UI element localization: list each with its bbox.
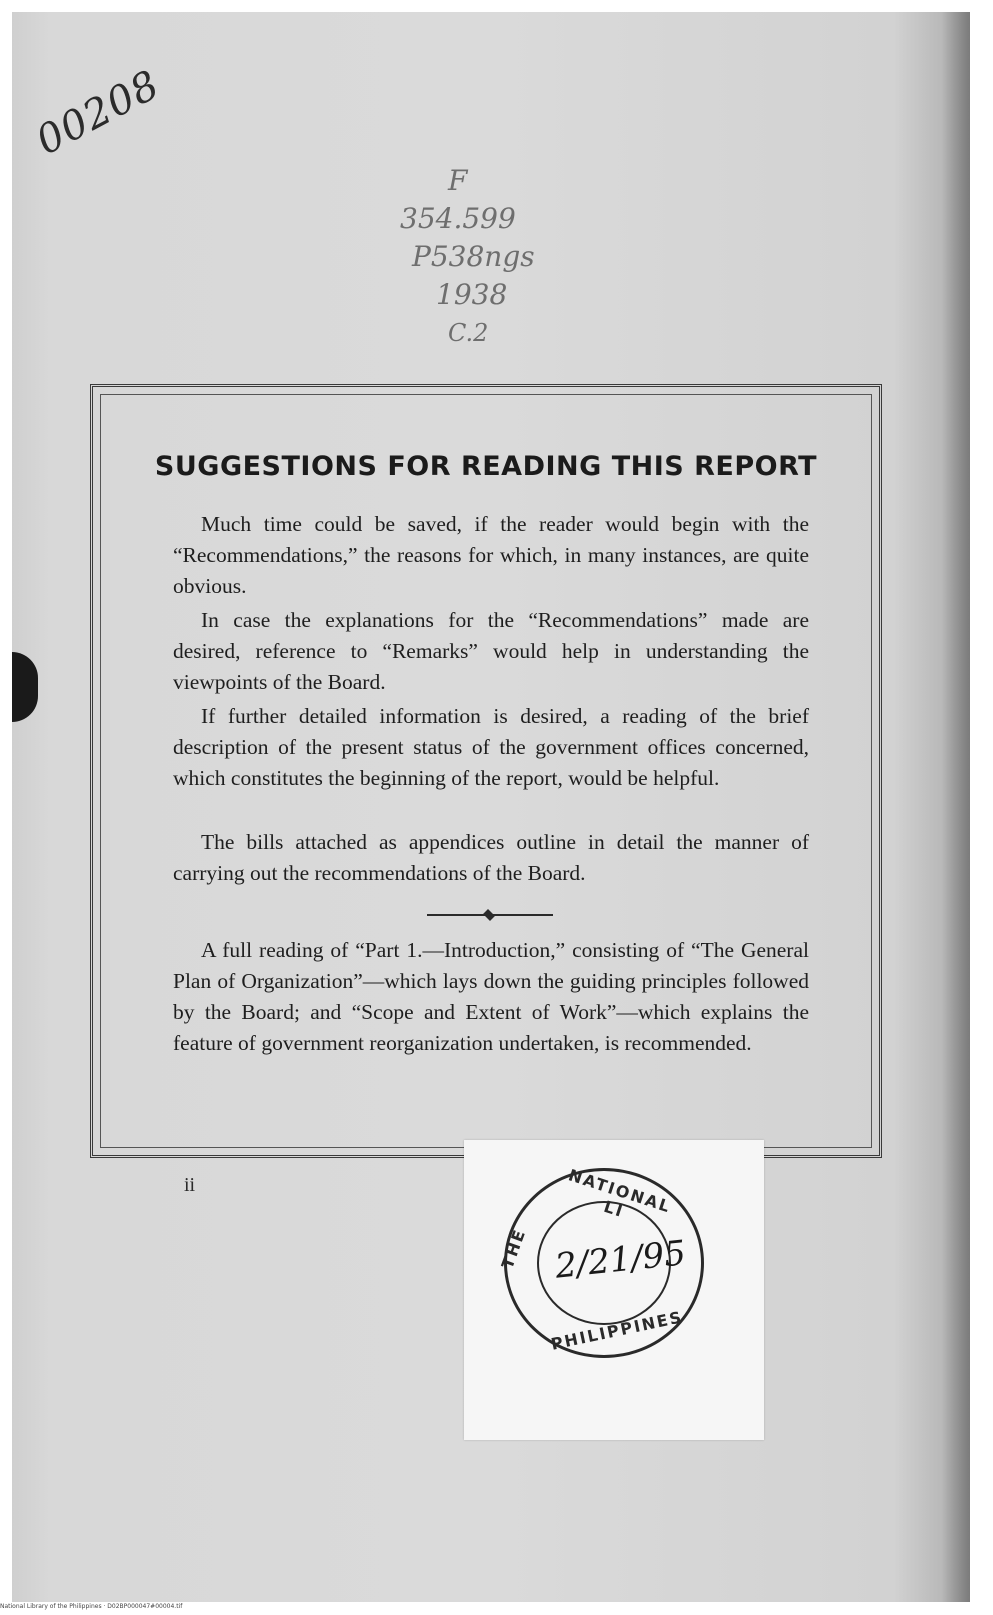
page-number: ii bbox=[184, 1174, 196, 1196]
stamp-left-text: THE bbox=[497, 1225, 530, 1272]
stamp-top-text: NATIONAL LI bbox=[566, 1165, 674, 1222]
page-edge-shadow bbox=[942, 12, 970, 1602]
library-stamp bbox=[497, 1165, 704, 1358]
box-heading: SUGGESTIONS FOR READING THIS REPORT bbox=[154, 451, 818, 482]
call-number-line: F bbox=[448, 164, 468, 197]
call-number-line: P538ngs bbox=[412, 240, 535, 273]
call-number bbox=[400, 162, 600, 352]
paragraph-1: Much time could be saved, if the reader would begin with the “Recommendations,” the reasons for which, in many instances, are quite obvious. bbox=[173, 512, 809, 598]
scan-footer: National Library of the Philippines · D02BP000047#00004.tif bbox=[0, 1603, 183, 1610]
paragraph-2: In case the explanations for the “Recommendations” made are desired, reference to “Remarks” would help in understanding the viewpoints of the Board. bbox=[173, 608, 809, 694]
ornamental-divider bbox=[427, 914, 553, 916]
suggestions-box bbox=[90, 384, 882, 1158]
call-number-line: C.2 bbox=[448, 319, 489, 347]
stamp-date: 2/21/95 bbox=[553, 1233, 688, 1287]
ink-blot bbox=[12, 652, 38, 722]
library-stamp-card bbox=[464, 1140, 764, 1440]
handwritten-accession-number: 00208 bbox=[28, 61, 168, 165]
paragraph-5: A full reading of “Part 1.—Introduction,” consisting of “The General Plan of Organization”—which lays down the guiding principles followed by the Board; and “Scope and Extent of Work”—which explains the feature of government reorganization undertaken, is recommended. bbox=[173, 938, 809, 1055]
call-number-line: 1938 bbox=[436, 278, 508, 311]
call-number-line: 354.599 bbox=[400, 202, 516, 235]
paragraph-3: If further detailed information is desired, a reading of the brief description of the present status of the government offices concerned, which constitutes the beginning of the report, would be helpful. bbox=[173, 704, 809, 790]
paragraph-4: The bills attached as appendices outline in detail the manner of carrying out the recommendations of the Board. bbox=[173, 830, 809, 885]
stamp-bottom-text: PHILIPPINES bbox=[549, 1307, 685, 1354]
